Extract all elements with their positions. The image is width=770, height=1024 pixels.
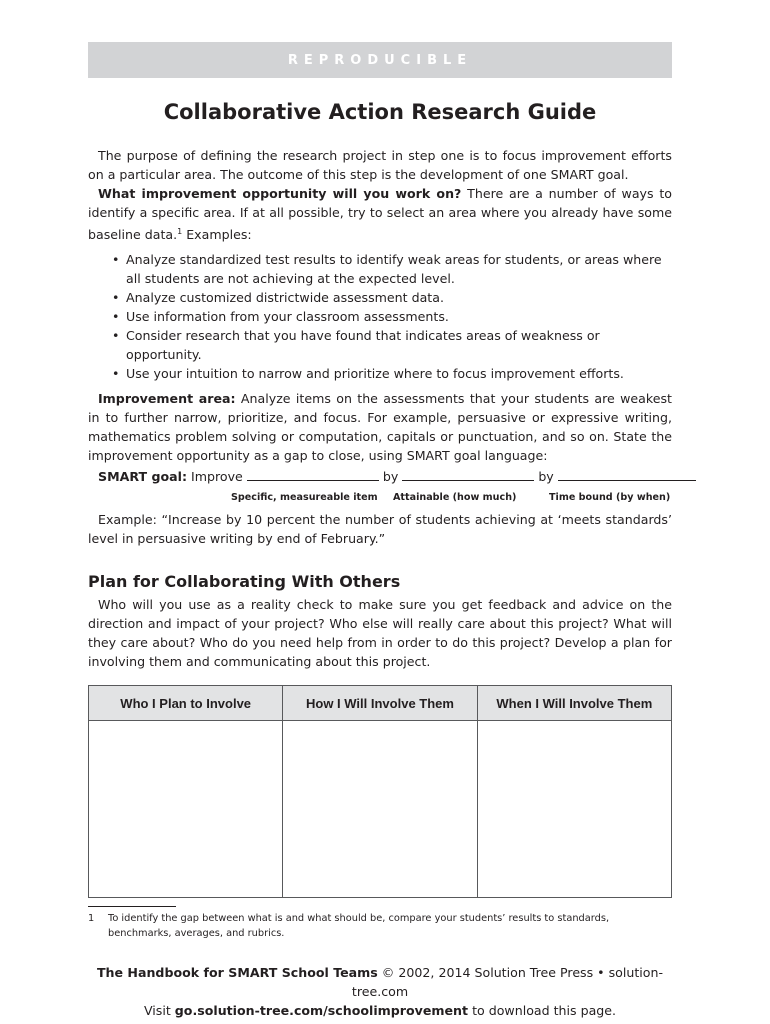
example-paragraph: Example: “Increase by 10 percent the number of students achieving at ‘meets standards’ level in persuasive writing by end of February.”	[88, 512, 672, 547]
section-paragraph: Who will you use as a reality check to make sure you get feedback and advice on the direction and impact of your project? Who else will really care about this project? What will they care about? Who do you need help from in order to do this project? Develop a plan for involving them and communicating about this project.	[88, 597, 672, 670]
table-cell-how[interactable]	[283, 721, 477, 898]
question-text: There are a number of ways to identify a specific area. If at all possible, try to select an area where you already have some baseline data.	[88, 186, 672, 243]
reproducible-banner: REPRODUCIBLE	[88, 42, 672, 78]
smart-goal-line	[88, 467, 672, 486]
footnote-text: To identify the gap between what is and what should be, compare your students’ results to standards, benchmarks, averages, and rubrics.	[108, 913, 610, 940]
footnote-number: 1	[88, 913, 95, 925]
table-cell-who[interactable]	[89, 721, 283, 898]
smart-goal-captions	[88, 488, 672, 504]
smart-goal-blank-timebound[interactable]	[558, 468, 696, 481]
table-header-who: Who I Plan to Involve	[89, 686, 283, 721]
question-paragraph	[88, 184, 672, 244]
question-after: Examples:	[182, 227, 252, 243]
table-cell-when[interactable]	[477, 721, 671, 898]
footnote-ref: 1	[177, 227, 183, 236]
footer-book-title: The Handbook for SMART School Teams	[96, 965, 378, 981]
document-body	[88, 146, 672, 1020]
improvement-area-paragraph	[88, 389, 672, 465]
footnote-rule	[88, 906, 176, 907]
footer-copyright: © 2002, 2014 Solution Tree Press • solution-tree.com	[351, 965, 664, 1000]
smart-goal-by-1: by	[382, 469, 399, 485]
smart-goal-by-2: by	[538, 469, 554, 485]
intro-paragraph: The purpose of defining the research project in step one is to focus improvement efforts on a particular area. The outcome of this step is the development of one SMART goal.	[88, 148, 672, 182]
caption-attainable: Attainable (how much)	[393, 492, 517, 504]
list-item: • Consider research that you have found that indicates areas of weakness or opportunity.	[126, 326, 672, 364]
footer-visit: Visit	[143, 1003, 175, 1019]
caption-specific: Specific, measureable item	[231, 492, 378, 504]
list-item: • Use information from your classroom assessments.	[126, 307, 672, 326]
footer-line-2	[88, 1001, 672, 1020]
footnote	[88, 911, 672, 941]
smart-goal-improve: Improve	[191, 469, 243, 485]
page-footer	[88, 963, 672, 1020]
smart-goal-blank-specific[interactable]	[247, 468, 379, 481]
footer-tail: to download this page.	[468, 1003, 617, 1019]
list-item: • Analyze standardized test results to identify weak areas for students, or areas where all students are not achieving at the expected level.	[126, 250, 672, 288]
footer-url-link[interactable]: go.solution-tree.com/schoolimprovement	[174, 1003, 469, 1019]
reproducible-page	[88, 42, 672, 1020]
improvement-area-bold: Improvement area:	[98, 391, 236, 407]
smart-goal-blank-attainable[interactable]	[402, 468, 534, 481]
list-item: • Use your intuition to narrow and prioritize where to focus improvement efforts.	[126, 364, 672, 383]
footer-line-1	[88, 963, 672, 1001]
smart-goal-label: SMART goal:	[98, 469, 187, 485]
plan-table	[88, 685, 672, 898]
page-title: Collaborative Action Research Guide	[163, 100, 597, 124]
list-item: • Analyze customized districtwide assessment data.	[126, 288, 672, 307]
table-header-when: When I Will Involve Them	[477, 686, 671, 721]
improvement-area-text: Analyze items on the assessments that your students are weakest in to further narrow, prioritize, and focus. For example, persuasive or expressive writing, mathematics problem solving or computation, capitals or punctuation, and so on. State the improvement opportunity as a gap to close, using SMART goal language:	[88, 391, 672, 464]
question-bold: What improvement opportunity will you work on?	[98, 186, 462, 201]
table-header-how: How I Will Involve Them	[283, 686, 477, 721]
examples-list	[88, 250, 672, 383]
caption-timebound: Time bound (by when)	[549, 492, 671, 504]
section-heading: Plan for Collaborating With Others	[88, 572, 401, 592]
